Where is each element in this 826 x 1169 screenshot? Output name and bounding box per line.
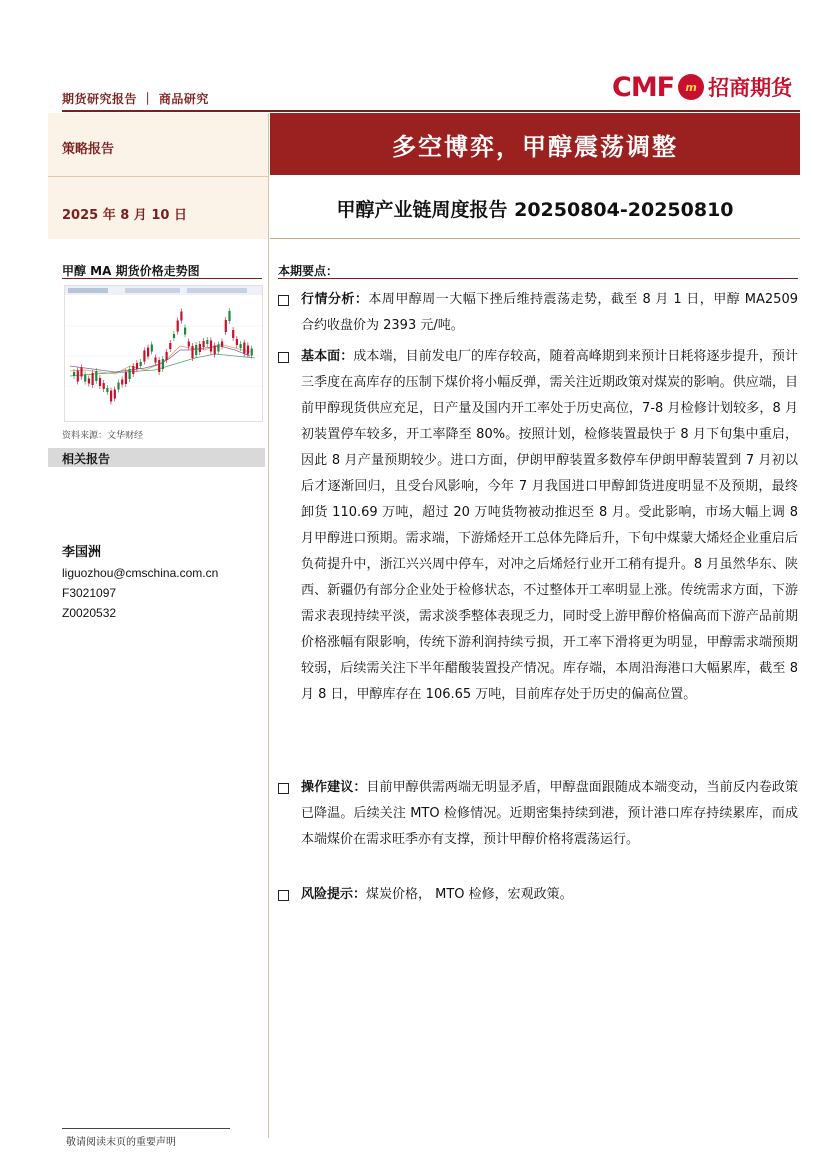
candle-body [99, 378, 101, 386]
candle-body [92, 373, 94, 385]
candle-body [214, 346, 216, 355]
candle-body [199, 344, 201, 352]
report-title: 多空博弈，甲醇震荡调整 [392, 132, 678, 161]
checkbox-bullet-icon [278, 783, 289, 794]
candle-body [117, 383, 119, 390]
candle-body [121, 380, 123, 385]
candle-body [84, 375, 86, 382]
analyst-email[interactable]: liguozhou@cmschina.com.cn [62, 566, 219, 580]
company-logo [612, 72, 792, 102]
candle-body [177, 321, 179, 332]
point-label: 基本面： [301, 349, 354, 364]
candle-body [95, 371, 97, 381]
chart-title: 甲醇 MA 期货价格走势图 [62, 264, 200, 278]
candle-body [184, 328, 186, 335]
candle-body [217, 345, 219, 352]
header-rule [62, 110, 800, 112]
candle-body [173, 334, 175, 338]
point-text: 本周甲醇周一大幅下挫后维持震荡走势，截至 8 月 1 日，甲醇 MA2509 合约收盘价为 2393 元/吨。 [301, 292, 798, 333]
key-points-title: 本期要点： [278, 264, 339, 278]
candle-body [129, 369, 131, 379]
point-market-analysis [278, 287, 798, 339]
candle-body [195, 345, 197, 355]
candle-body [147, 348, 149, 357]
chart-source: 资料来源：文华财经 [62, 431, 144, 441]
report-category: 策略报告 [62, 142, 115, 157]
subtitle-rule [270, 238, 800, 239]
candle-body [140, 362, 142, 366]
logo-latin: CMF [612, 71, 675, 103]
license-number-1: F3021097 [62, 586, 117, 600]
candle-body [221, 342, 223, 347]
checkbox-bullet-icon [278, 295, 289, 306]
candle-body [88, 379, 90, 384]
footer-rule [62, 1128, 230, 1129]
checkbox-bullet-icon [278, 352, 289, 363]
header-breadcrumb: 期货研究报告 ｜ 商品研究 [62, 92, 209, 106]
candle-body [106, 388, 108, 392]
candle-body [103, 383, 105, 389]
candle-body [236, 339, 238, 345]
logo-chinese: 招商期货 [708, 76, 793, 100]
candle-body [243, 343, 245, 354]
report-date: 2025 年 8 月 10 日 [62, 208, 187, 223]
candle-body [225, 320, 227, 332]
analyst-name: 李国洲 [62, 545, 102, 560]
candle-body [210, 341, 212, 352]
point-label: 操作建议： [301, 780, 367, 795]
candle-body [125, 372, 127, 384]
title-banner [270, 113, 800, 175]
related-reports-title: 相关报告 [62, 452, 111, 466]
candle-body [166, 352, 168, 360]
candle-body [77, 371, 79, 382]
point-label: 风险提示： [301, 887, 367, 902]
candle-body [169, 343, 171, 349]
candle-body [110, 391, 112, 402]
candle-body [114, 390, 116, 399]
point-text: 目前甲醇供需两端无明显矛盾，甲醇盘面跟随成本端变动，当前反内卷政策已降温。后续关注 MTO 检修情况。近期密集持续到港，预计港口库存持续累库，而成本端煤价在需求旺季亦有支撑，预计甲醇价格将震荡运行。 [301, 780, 798, 847]
point-text: 煤炭价格， MTO 检修，宏观政策。 [366, 887, 573, 902]
meta-separator [48, 176, 268, 177]
license-number-2: Z0020532 [62, 606, 117, 620]
candle-body [251, 349, 253, 356]
candle-body [232, 330, 234, 338]
price-chart-image [64, 285, 263, 422]
candle-body [162, 359, 164, 369]
candle-body [240, 344, 242, 348]
logo-badge-icon: m [678, 74, 704, 100]
candle-body [132, 366, 134, 374]
candlestick-chart [65, 286, 262, 421]
report-subtitle: 甲醇产业链周度报告 20250804-20250810 [336, 198, 734, 221]
key-points-rule [278, 278, 798, 279]
candle-body [191, 346, 193, 358]
checkbox-bullet-icon [278, 890, 289, 901]
candle-body [247, 346, 249, 355]
candle-body [151, 345, 153, 352]
sidebar-rule [62, 278, 262, 279]
candle-body [206, 340, 208, 344]
candle-body [136, 363, 138, 369]
candle-body [180, 312, 182, 321]
point-risk [278, 882, 798, 908]
candle-body [228, 311, 230, 321]
footer-disclaimer: 敬请阅读末页的重要声明 [66, 1137, 176, 1148]
column-divider [268, 113, 269, 1138]
candle-body [73, 372, 75, 376]
candle-body [154, 358, 156, 363]
candle-body [203, 341, 205, 347]
candle-body [188, 342, 190, 347]
point-text: 成本端，目前发电厂的库存较高，随着高峰期到来预计日耗将逐步提升，预计三季度在高库存的压制下煤价将小幅反弹，需关注近期政策对煤炭的影响。供应端，目前甲醇现货供应充足，日产量及国内开工率处于历史高位，7-8 月检修计划较多，8 月初装置停车较多，开工率降至 80%。按照计划，检修装置最快于 8 月下旬集中重启，因此 8 月产量预期较少。进口方面，伊朗甲醇装置多数停车伊朗甲醇装置到 7 月初以后才逐渐回归，且受台风影响，今年 7 月我国进口甲醇卸货进度明显不及预期，最终卸货 110.69 万吨，超过 20 万吨货物被动推迟至 8 月。受此影响，市场大幅上调 8 月甲醇进口预期。需求端，下游烯烃开工总体先降后升，下旬中煤蒙大烯烃企业重启后负荷提升中，浙江兴兴周中停车，对冲之后烯烃行业开工稍有提升。8 月虽然华东、陕西、新疆仍有部分企业处于检修状态，不过整体开工率明显上涨。传统需求方面，下游需求表现持续平淡，需求淡季整体表现乏力，同时受上游甲醇价格偏高而下游产品前期价格涨幅有限影响，传统下游利润持续亏损，开工率下滑将更为明显，甲醇需求端预期较弱，后续需关注下半年醋酸装置投产情况。库存端，本周沿海港口大幅累库，截至 8 月 8 日，甲醇库存在 106.65 万吨，目前库存处于历史的偏高位置。 [301, 349, 798, 702]
point-label: 行情分析： [301, 292, 369, 307]
point-operation-advice [278, 775, 798, 853]
point-fundamentals [278, 344, 798, 708]
candle-body [143, 351, 145, 362]
candle-body [158, 360, 160, 372]
candle-body [80, 368, 82, 377]
